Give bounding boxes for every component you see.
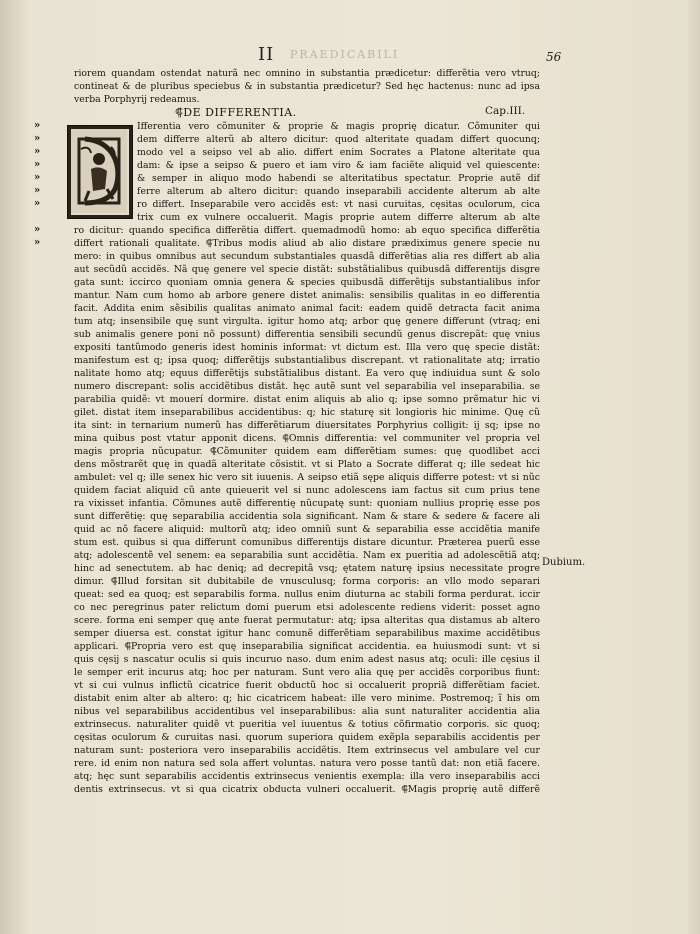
text-line: ambulet: vel q; ille senex hic vero sit iuuenis. A seipso etiã sępe aliquis differre potest: vt si nũc: [74, 472, 540, 483]
marginal-marker: »: [34, 237, 41, 248]
text-line: dentis extrinsecus. vt si qua cicatrix obducta vulneri occaluerit. ⸿Magis proprię autẽ differẽ: [74, 784, 540, 795]
text-line: trix cum ex vulnere occaluerit. Magis proprie autem differre alterum ab alte: [137, 212, 540, 223]
margin-note: Dubium.: [542, 557, 586, 568]
text-line: queat: sed ea quoq; est separabilis forma. nullus enim diuturna ac stabili forma perdurat. iccir: [74, 589, 540, 600]
marginal-marker: »: [34, 120, 41, 131]
text-line: sunt differẽtię: quę separabilia accidentia sola significant. Nam & stare & sedere & facere ali: [74, 511, 540, 522]
text-line: dens mõstrarẽt quę in quadã alteritate cõsistit. vt si Plato a Socrate differat q; ille sedeat hic: [74, 459, 540, 470]
text-line: quidem faciat aliquid cũ ante quieuerit vel si nunc adolescens iam factus sit cum prius tene: [74, 485, 540, 496]
chapter-label: Cap.III.: [485, 105, 526, 117]
text-line: & semper in aliquo modo habendi se alteritatibus spectatur. Proprie autẽ dif: [137, 173, 540, 184]
text-line: sub animalis genere poni nõ possunt) differentia sensibili secundũ genus discrepãt: quę vnius: [74, 329, 540, 340]
text-line: dem differre alterũ ab altero dicitur: quod alteritate quadam differt quocunq;: [137, 134, 540, 145]
text-line: atq; hęc sunt separabilis accidentis extrinsecus venientis exempla: illa vero inseparabilis acci: [74, 771, 540, 782]
text-line: Ifferentia vero cõmuniter & proprie & magis proprię dicatur. Cõmuniter qui: [137, 121, 540, 132]
text-line: applicari. ⸿Propria vero est quę inseparabilia significat accidentia. ea huiusmodi sunt: vt si: [74, 641, 540, 652]
text-line: naturam sunt: posteriora vero inseparabilis accidẽtis. Item extrinsecus vel ambulare vel cur: [74, 745, 540, 756]
text-line: gata sunt: iccirco quoniam omnia genera & species quibusdã differẽtijs substantialibus infor: [74, 277, 540, 288]
text-line: expositi tantũmodo generis idest hominis informat: vt dictum est. Illa vero quę specie distãt:: [74, 342, 540, 353]
text-line: differt rationali qualitate. ⸿Tribus modis aliud ab alio distare prædiximus genere specie nu: [74, 238, 540, 249]
section-heading: ⸿DE DIFFERENTIA.: [175, 106, 297, 119]
text-line: aut secũdũ accidẽs. Nã quę genere vel specie distãt: substãtialibus quibusdã differentijs disgre: [74, 264, 540, 275]
text-line: verba Porphyrij redeamus.: [74, 94, 200, 105]
text-line: distabit enim alter ab altero: q; hic cicatricem habeat: ille vero minime. Postremoq; ĩ his om: [74, 693, 540, 704]
text-line: co nec peregrinus pater relictum domi puerum etsi adolescente rediens viderit: posset agno: [74, 602, 540, 613]
text-line: cęsitas oculorum & curuitas nasi. quorum superiora quidem exẽpla separabilis accidentis per: [74, 732, 540, 743]
marginal-marker: »: [34, 172, 41, 183]
marginal-marker: »: [34, 198, 41, 209]
page-edge: [688, 0, 700, 934]
text-line: riorem quandam ostendat naturã nec omnino in substantia prædicetur: differẽtia vero vtruq;: [74, 68, 540, 79]
text-line: numero discrepant: solis accidẽtibus distãt. hęc autẽ sunt vel separabilia vel inseparabilia. se: [74, 381, 540, 392]
show-through-heading: PRAEDICABILI: [290, 48, 400, 61]
marginal-marker: »: [34, 159, 41, 170]
text-line: modo vel a seipso vel ab alio. differt enim Socrates a Platone alteritate qua: [137, 147, 540, 158]
marginal-marker: »: [34, 224, 41, 235]
text-line: contineat & de pluribus speciebus & in substantia prædicetur? Sed hęc hactenus: nunc ad ipsa: [74, 81, 540, 92]
text-line: ra vixisset infantia. Cõmunes autẽ differentię nũcupatę sunt: quoniam nullius proprię esse pos: [74, 498, 540, 509]
text-line: ferre alterum ab altero dicitur: quando inseparabili accidente alterum ab alte: [137, 186, 540, 197]
marginal-marker: »: [34, 185, 41, 196]
woodcut-figure-icon: [71, 129, 127, 213]
text-line: hinc ad senectutem. ab hac deniq; ad decrepitã vsq; ętatem naturę ipsius necessitate progre: [74, 563, 540, 574]
text-line: mina quibus post vtatur apponit dicens. ⸿Omnis differentia: vel communiter vel propria vel: [74, 433, 540, 444]
text-line: magis propria nũcupatur. ⸿Cõmuniter quidem eam differẽtiam sumes: quę quodlibet acci: [74, 446, 540, 457]
text-line: dimur. ⸿Illud forsitan sit dubitabile de vnusculusq; forma corporis: an vllo modo separari: [74, 576, 540, 587]
text-line: rere. id enim non natura sed sola affert voluntas. natura vero posse tantũ dat: non etiã facere.: [74, 758, 540, 769]
text-line: quis cęsij s nascatur oculis si quis incuruo naso. dum enim adest nasus atq; oculi: ille cęsius il: [74, 654, 540, 665]
marginal-marker: »: [34, 146, 41, 157]
woodcut-initial-d: [67, 125, 133, 219]
text-line: manifestum est q; ipsa quoq; differẽtijs substantialibus discrepant. vt rationalitate atq; irratio: [74, 355, 540, 366]
text-line: dam: & ipse a seipso & puero et iam viro & iam faciẽte aliquid vel quiescente:: [137, 160, 540, 171]
text-line: stum est. quibus si qua differunt comunibus differentijs distare dicuntur. Præterea puerũ esse: [74, 537, 540, 548]
text-line: scere. forma eni semper quę ante fuerat permutatur: atq; ipsa alteritas qua distamus ab altero: [74, 615, 540, 626]
text-line: mero: in quibus omnibus aut secundum substantiales quasdã differẽtias alia res differt ab alia: [74, 251, 540, 262]
text-line: nalitate homo atq; equus differẽtijs substãtialibus distant. Ea vero quę indiuidua sunt & solo: [74, 368, 540, 379]
text-line: nibus vel separabilibus accidentibus vel inseparabilibus: alia sunt naturaliter accidentia alia: [74, 706, 540, 717]
marginal-marker: »: [34, 133, 41, 144]
text-line: ro differt. Inseparabile vero accidẽs est: vt nasi curuitas, cęsitas oculorum, cica: [137, 199, 540, 210]
text-line: ita sint: in ternarium numerũ has differẽtiarum diuersitates Porphyrius colligit: ij sq; ipse no: [74, 420, 540, 431]
text-line: parabilia quidẽ: vt mouerí dormire. distat enim aliquis ab alio q; ipse somno prẽmatur hic vi: [74, 394, 540, 405]
text-line: vt si cui vulnus inflictũ cicatrice fuerit obductũ hoc si occaluerit propriã differẽtiam faciet.: [74, 680, 540, 691]
folio-number: 56: [546, 50, 562, 64]
text-line: tum atq; insensibile quę sunt virgulta. igitur homo atq; arbor quę genere differunt (vtraq; eni: [74, 316, 540, 327]
text-line: extrinsecus. naturaliter quidẽ vt pueritia vel iuuentus & totius cõfirmatio corporis. sic quoq;: [74, 719, 540, 730]
text-line: semper diuersa est. constat igitur hanc comunẽ differẽtiam separabilibus maxime accidẽtibus: [74, 628, 540, 639]
text-line: quid ac nõ facere aliquid: multorũ atq; ideo omniũ sunt & separabilia esse accidẽtia manife: [74, 524, 540, 535]
signature-mark: II: [258, 44, 275, 65]
text-line: mantur. Nam cum homo ab arbore genere distet animalis: sensibilis qualitas in eo differentia: [74, 290, 540, 301]
text-line: le semper erit incurus atq; hoc per naturam. Sunt vero alia quę per accidẽs corporibus fiunt:: [74, 667, 540, 678]
text-line: facit. Addita enim sẽsibilis qualitas animato animal facit: eadem quidẽ detracta facit anima: [74, 303, 540, 314]
text-line: ro dicitur: quando specifica differẽtia differt. quemadmodũ homo: ab equo specifica differẽtia: [74, 225, 540, 236]
text-line: gilet. distat item inseparabilibus accidentibus: q; hic staturę sit longioris hic minime. Quę cũ: [74, 407, 540, 418]
text-line: atq; adolescentẽ vel senem: ea separabilia sunt accidẽtia. Nam ex pueritia ad adolescẽtiã atq;: [74, 550, 540, 561]
